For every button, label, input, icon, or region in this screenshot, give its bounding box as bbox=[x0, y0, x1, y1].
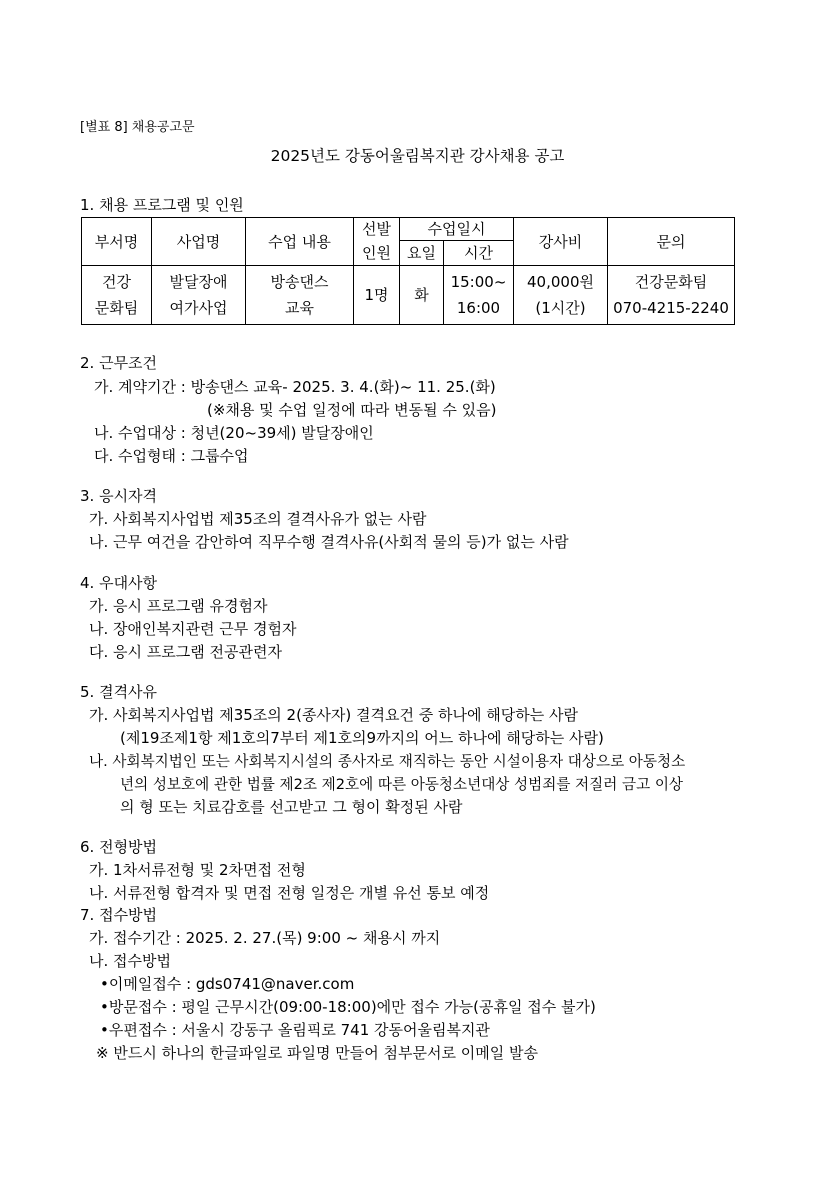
s2-line-1: 가. 계약기간 : 방송댄스 교육- 2025. 3. 4.(화)~ 11. 25.(화) bbox=[94, 378, 496, 396]
section-6-title: 6. 전형방법 bbox=[80, 838, 158, 856]
header-select-bottom: 인원 bbox=[354, 241, 400, 266]
cell-project-line2: 여가사업 bbox=[169, 299, 228, 317]
s5-line-5: 의 형 또는 치료감호를 선고받고 그 형이 확정된 사람 bbox=[120, 798, 463, 816]
s4-line-1: 가. 응시 프로그램 유경험자 bbox=[89, 597, 268, 615]
header-dept: 부서명 bbox=[82, 218, 152, 266]
s7-line-1: 가. 접수기간 : 2025. 2. 27.(목) 9:00 ~ 채용시 까지 bbox=[89, 929, 441, 947]
header-class: 수업 내용 bbox=[246, 218, 354, 266]
section-5-title: 5. 결격사유 bbox=[80, 683, 158, 701]
s4-line-3: 다. 응시 프로그램 전공관련자 bbox=[89, 643, 282, 661]
s7-post-line: •우편접수 : 서울시 강동구 올림픽로 741 강동어울림복지관 bbox=[100, 1021, 490, 1039]
cell-dept-line1: 건강 bbox=[102, 273, 131, 291]
section-3-title: 3. 응시자격 bbox=[80, 487, 158, 505]
s5-line-2: (제19조제1항 제1호의7부터 제1호의9까지의 어느 하나에 해당하는 사람) bbox=[120, 729, 604, 747]
s7-visit-line: •방문접수 : 평일 근무시간(09:00-18:00)에만 접수 가능(공휴일 접수 불가) bbox=[100, 998, 596, 1016]
cell-contact-line1: 건강문화팀 bbox=[634, 273, 708, 291]
s7-line-2: 나. 접수방법 bbox=[89, 952, 171, 970]
cell-class-line2: 교육 bbox=[285, 299, 314, 317]
section-1-title: 1. 채용 프로그램 및 인원 bbox=[80, 196, 244, 214]
s2-line-2: (※채용 및 수업 일정에 따라 변동될 수 있음) bbox=[207, 401, 497, 419]
s5-line-1: 가. 사회복지사업법 제35조의 2(종사자) 결격요건 중 하나에 해당하는 사람 bbox=[89, 706, 578, 724]
s2-line-4: 다. 수업형태 : 그룹수업 bbox=[94, 447, 249, 465]
s2-line-3: 나. 수업대상 : 청년(20~39세) 발달장애인 bbox=[94, 424, 374, 442]
header-contact: 문의 bbox=[608, 218, 735, 266]
cell-class-line1: 방송댄스 bbox=[270, 273, 329, 291]
s7-note-line: ※ 반드시 하나의 한글파일로 파일명 만들어 첨부문서로 이메일 발송 bbox=[96, 1044, 538, 1062]
s5-line-3: 나. 사회복지법인 또는 사회복지시설의 종사자로 재직하는 동안 시설이용자 대상으로 아동청소 bbox=[89, 753, 686, 770]
table-header-row bbox=[82, 218, 735, 241]
doc-label: [별표 8] 채용공고문 bbox=[80, 120, 195, 135]
cell-time bbox=[444, 266, 514, 325]
section-7-title: 7. 접수방법 bbox=[80, 906, 158, 924]
section-2-title: 2. 근무조건 bbox=[80, 354, 158, 372]
cell-project-line1: 발달장애 bbox=[169, 273, 228, 291]
cell-fee-line2: (1시간) bbox=[535, 299, 586, 317]
s6-line-1: 가. 1차서류전형 및 2차면접 전형 bbox=[89, 861, 306, 879]
section-4-title: 4. 우대사항 bbox=[80, 574, 158, 592]
recruitment-table bbox=[81, 217, 735, 325]
s7-email-line: •이메일접수 : gds0741@naver.com bbox=[100, 975, 355, 993]
header-time: 시간 bbox=[444, 241, 514, 266]
cell-contact-line2: 070-4215-2240 bbox=[613, 299, 729, 317]
header-schedule: 수업일시 bbox=[400, 218, 514, 241]
s3-line-1: 가. 사회복지사업법 제35조의 결격사유가 없는 사람 bbox=[89, 510, 427, 528]
cell-fee-line1: 40,000원 bbox=[527, 273, 594, 291]
cell-time-line2: 16:00 bbox=[456, 299, 501, 317]
doc-title: 2025년도 강동어울림복지관 강사채용 공고 bbox=[270, 147, 565, 165]
cell-class bbox=[246, 266, 354, 325]
cell-contact bbox=[608, 266, 735, 325]
s5-line-4: 년의 성보호에 관한 법률 제2조 제2호에 따른 아동청소년대상 성범죄를 저질러 금고 이상 bbox=[120, 776, 684, 793]
table-row bbox=[82, 266, 735, 325]
cell-time-line1: 15:00~ bbox=[450, 273, 507, 291]
s3-line-2: 나. 근무 여건을 감안하여 직무수행 결격사유(사회적 물의 등)가 없는 사람 bbox=[89, 533, 569, 551]
header-fee: 강사비 bbox=[514, 218, 608, 266]
cell-dept-line2: 문화팀 bbox=[94, 299, 139, 317]
cell-count: 1명 bbox=[354, 266, 400, 325]
s6-line-2: 나. 서류전형 합격자 및 면접 전형 일정은 개별 유선 통보 예정 bbox=[89, 884, 490, 902]
cell-project bbox=[152, 266, 246, 325]
header-day: 요일 bbox=[400, 241, 444, 266]
header-select-top: 선발 bbox=[354, 218, 400, 241]
cell-day: 화 bbox=[400, 266, 444, 325]
cell-dept bbox=[82, 266, 152, 325]
s4-line-2: 나. 장애인복지관련 근무 경험자 bbox=[89, 620, 297, 638]
header-project: 사업명 bbox=[152, 218, 246, 266]
cell-fee bbox=[514, 266, 608, 325]
